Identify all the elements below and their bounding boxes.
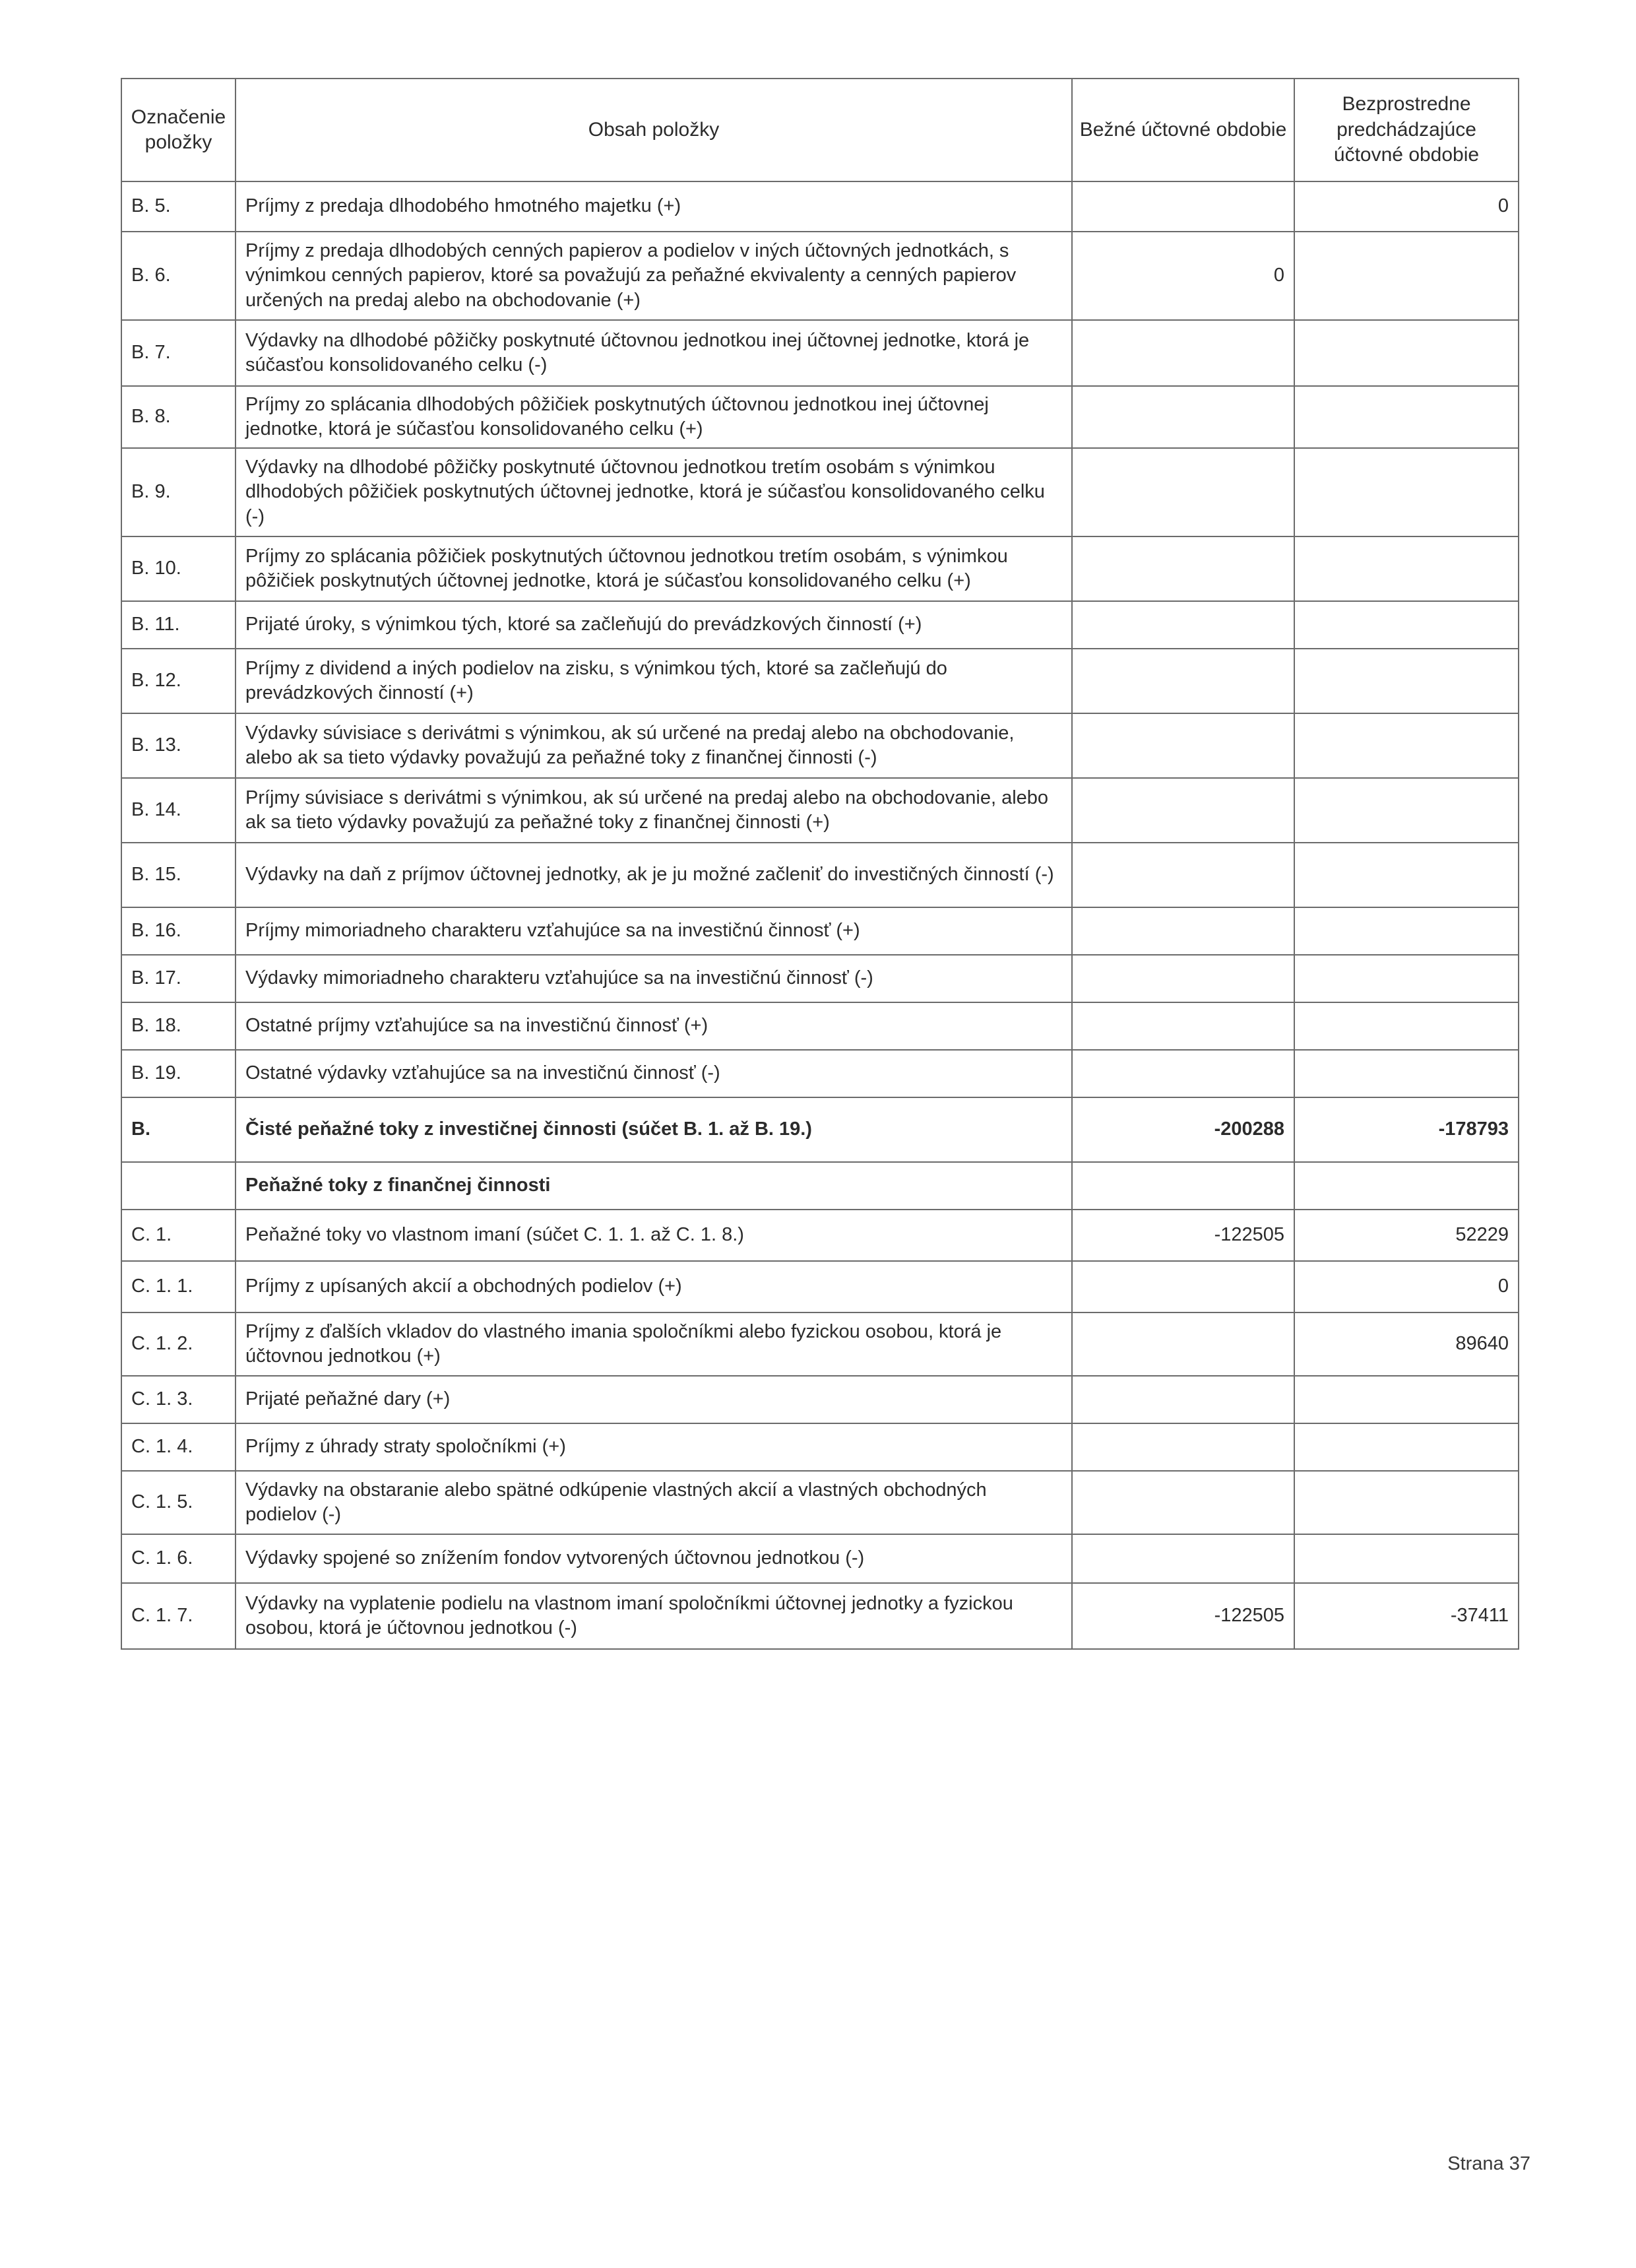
- row-current-value: [1072, 713, 1294, 778]
- row-current-value: [1072, 320, 1294, 386]
- row-current-value: [1072, 955, 1294, 1002]
- table-row: [121, 181, 1519, 232]
- row-previous-value: [1294, 907, 1519, 955]
- row-code: B. 16.: [121, 907, 236, 955]
- row-code: B. 17.: [121, 955, 236, 1002]
- row-description: Výdavky na obstaranie alebo spätné odkúpenie vlastných akcií a vlastných obchodných podielov (-): [236, 1471, 1072, 1534]
- row-previous-value: [1294, 1471, 1519, 1534]
- row-description: Príjmy zo splácania pôžičiek poskytnutých účtovnou jednotkou tretím osobám, s výnimkou pôžičiek poskytnutých účtovnej jednotke, ktorá je súčasťou konsolidovaného celku (+): [236, 536, 1072, 601]
- row-previous-value: [1294, 1376, 1519, 1423]
- row-code: C. 1.: [121, 1210, 236, 1261]
- row-previous-value: [1294, 386, 1519, 448]
- row-description: Príjmy z ďalších vkladov do vlastného imania spoločníkmi alebo fyzickou osobou, ktorá je účtovnou jednotkou (+): [236, 1312, 1072, 1376]
- row-current-value: [1072, 181, 1294, 232]
- table-row: [121, 1423, 1519, 1471]
- row-current-value: [1072, 536, 1294, 601]
- table-row: [121, 955, 1519, 1002]
- row-previous-value: [1294, 536, 1519, 601]
- row-previous-value: [1294, 778, 1519, 843]
- table-row: [121, 1376, 1519, 1423]
- row-previous-value: [1294, 843, 1519, 907]
- row-description: Výdavky mimoriadneho charakteru vzťahujúce sa na investičnú činnosť (-): [236, 955, 1072, 1002]
- row-code: B. 5.: [121, 181, 236, 232]
- header-code: Označenie položky: [121, 79, 236, 181]
- row-code: [121, 1162, 236, 1210]
- table-row: [121, 1583, 1519, 1649]
- row-code: B. 10.: [121, 536, 236, 601]
- row-description: Príjmy z dividend a iných podielov na zisku, s výnimkou tých, ktoré sa začleňujú do prevádzkových činností (+): [236, 649, 1072, 713]
- row-description: Výdavky na dlhodobé pôžičky poskytnuté účtovnou jednotkou tretím osobám s výnimkou dlhodobých pôžičiek poskytnutých účtovnej jednotke, ktorá je súčasťou konsolidovaného celku (-): [236, 448, 1072, 536]
- row-current-value: [1072, 1423, 1294, 1471]
- row-code: B. 19.: [121, 1050, 236, 1097]
- row-previous-value: [1294, 1162, 1519, 1210]
- table-row: [121, 907, 1519, 955]
- row-description: Prijaté peňažné dary (+): [236, 1376, 1072, 1423]
- table-row: [121, 1050, 1519, 1097]
- table-row: [121, 843, 1519, 907]
- row-previous-value: 0: [1294, 1261, 1519, 1312]
- row-previous-value: -37411: [1294, 1583, 1519, 1649]
- table-row: [121, 1162, 1519, 1210]
- row-previous-value: -178793: [1294, 1097, 1519, 1162]
- table-row: [121, 232, 1519, 320]
- row-description: Výdavky na dlhodobé pôžičky poskytnuté účtovnou jednotkou inej účtovnej jednotke, ktorá je súčasťou konsolidovaného celku (-): [236, 320, 1072, 386]
- row-description: Peňažné toky vo vlastnom imaní (súčet C. 1. 1. až C. 1. 8.): [236, 1210, 1072, 1261]
- row-code: B. 6.: [121, 232, 236, 320]
- header-current-period: Bežné účtovné obdobie: [1072, 79, 1294, 181]
- header-previous-period: Bezprostredne predchádzajúce účtovné obdobie: [1294, 79, 1519, 181]
- row-code: B. 11.: [121, 601, 236, 649]
- table-row: [121, 713, 1519, 778]
- row-current-value: [1072, 1534, 1294, 1583]
- table-row: [121, 649, 1519, 713]
- row-description: Výdavky súvisiace s derivátmi s výnimkou, ak sú určené na predaj alebo na obchodovanie, alebo ak sa tieto výdavky považujú za peňažné toky z finančnej činnosti (-): [236, 713, 1072, 778]
- row-previous-value: [1294, 320, 1519, 386]
- row-current-value: [1072, 1312, 1294, 1376]
- row-code: C. 1. 6.: [121, 1534, 236, 1583]
- row-description: Čisté peňažné toky z investičnej činnosti (súčet B. 1. až B. 19.): [236, 1097, 1072, 1162]
- row-description: Príjmy z predaja dlhodobého hmotného majetku (+): [236, 181, 1072, 232]
- table-row: [121, 1312, 1519, 1376]
- table-row: [121, 601, 1519, 649]
- row-current-value: [1072, 1471, 1294, 1534]
- row-code: B. 13.: [121, 713, 236, 778]
- row-code: B. 12.: [121, 649, 236, 713]
- row-current-value: [1072, 907, 1294, 955]
- row-description: Príjmy z upísaných akcií a obchodných podielov (+): [236, 1261, 1072, 1312]
- row-description: Peňažné toky z finančnej činnosti: [236, 1162, 1072, 1210]
- table-row: [121, 386, 1519, 448]
- row-code: C. 1. 3.: [121, 1376, 236, 1423]
- row-code: B. 9.: [121, 448, 236, 536]
- row-description: Prijaté úroky, s výnimkou tých, ktoré sa začleňujú do prevádzkových činností (+): [236, 601, 1072, 649]
- row-description: Príjmy súvisiace s derivátmi s výnimkou, ak sú určené na predaj alebo na obchodovanie, alebo ak sa tieto výdavky považujú za peňažné toky z finančnej činnosti (+): [236, 778, 1072, 843]
- row-current-value: [1072, 448, 1294, 536]
- row-code: B. 14.: [121, 778, 236, 843]
- table-row: [121, 448, 1519, 536]
- table-row: [121, 1097, 1519, 1162]
- row-previous-value: 52229: [1294, 1210, 1519, 1261]
- header-description: Obsah položky: [236, 79, 1072, 181]
- row-description: Príjmy z predaja dlhodobých cenných papierov a podielov v iných účtovných jednotkách, s výnimkou cenných papierov, ktoré sa považujú za peňažné ekvivalenty a cenných papierov určených na predaj alebo na obchodovanie (+): [236, 232, 1072, 320]
- row-previous-value: [1294, 1050, 1519, 1097]
- row-description: Príjmy mimoriadneho charakteru vzťahujúce sa na investičnú činnosť (+): [236, 907, 1072, 955]
- row-code: C. 1. 1.: [121, 1261, 236, 1312]
- row-previous-value: [1294, 649, 1519, 713]
- table-row: [121, 778, 1519, 843]
- row-current-value: 0: [1072, 232, 1294, 320]
- row-current-value: [1072, 1376, 1294, 1423]
- row-code: C. 1. 5.: [121, 1471, 236, 1534]
- row-current-value: -122505: [1072, 1583, 1294, 1649]
- row-description: Výdavky na vyplatenie podielu na vlastnom imaní spoločníkmi účtovnej jednotky a fyzickou osobou, ktorá je účtovnou jednotkou (-): [236, 1583, 1072, 1649]
- row-current-value: [1072, 601, 1294, 649]
- row-code: C. 1. 4.: [121, 1423, 236, 1471]
- row-current-value: [1072, 778, 1294, 843]
- row-description: Príjmy zo splácania dlhodobých pôžičiek poskytnutých účtovnou jednotkou inej účtovnej jednotke, ktorá je súčasťou konsolidovaného celku (+): [236, 386, 1072, 448]
- row-current-value: [1072, 649, 1294, 713]
- cash-flow-table: [121, 78, 1519, 1650]
- row-description: Ostatné príjmy vzťahujúce sa na investičnú činnosť (+): [236, 1002, 1072, 1050]
- row-current-value: -200288: [1072, 1097, 1294, 1162]
- row-current-value: [1072, 1162, 1294, 1210]
- table-row: [121, 1534, 1519, 1583]
- row-previous-value: [1294, 601, 1519, 649]
- row-current-value: [1072, 386, 1294, 448]
- row-description: Ostatné výdavky vzťahujúce sa na investičnú činnosť (-): [236, 1050, 1072, 1097]
- table-row: [121, 1471, 1519, 1534]
- table-header-row: [121, 79, 1519, 181]
- row-description: Výdavky spojené so znížením fondov vytvorených účtovnou jednotkou (-): [236, 1534, 1072, 1583]
- row-code: C. 1. 7.: [121, 1583, 236, 1649]
- row-description: Príjmy z úhrady straty spoločníkmi (+): [236, 1423, 1072, 1471]
- table-row: [121, 1261, 1519, 1312]
- table-row: [121, 320, 1519, 386]
- row-current-value: [1072, 843, 1294, 907]
- row-previous-value: [1294, 713, 1519, 778]
- row-current-value: [1072, 1261, 1294, 1312]
- row-previous-value: [1294, 232, 1519, 320]
- row-previous-value: [1294, 1534, 1519, 1583]
- row-previous-value: 89640: [1294, 1312, 1519, 1376]
- table-row: [121, 536, 1519, 601]
- row-current-value: -122505: [1072, 1210, 1294, 1261]
- row-code: B. 8.: [121, 386, 236, 448]
- row-previous-value: [1294, 955, 1519, 1002]
- row-current-value: [1072, 1002, 1294, 1050]
- table-body: [121, 181, 1519, 1649]
- row-code: C. 1. 2.: [121, 1312, 236, 1376]
- row-code: B. 7.: [121, 320, 236, 386]
- row-code: B.: [121, 1097, 236, 1162]
- row-previous-value: [1294, 1423, 1519, 1471]
- table-row: [121, 1002, 1519, 1050]
- row-description: Výdavky na daň z príjmov účtovnej jednotky, ak je ju možné začleniť do investičných činností (-): [236, 843, 1072, 907]
- row-previous-value: 0: [1294, 181, 1519, 232]
- row-current-value: [1072, 1050, 1294, 1097]
- table-row: [121, 1210, 1519, 1261]
- row-code: B. 15.: [121, 843, 236, 907]
- row-previous-value: [1294, 448, 1519, 536]
- row-previous-value: [1294, 1002, 1519, 1050]
- page-number: Strana 37: [1447, 2153, 1530, 2174]
- row-code: B. 18.: [121, 1002, 236, 1050]
